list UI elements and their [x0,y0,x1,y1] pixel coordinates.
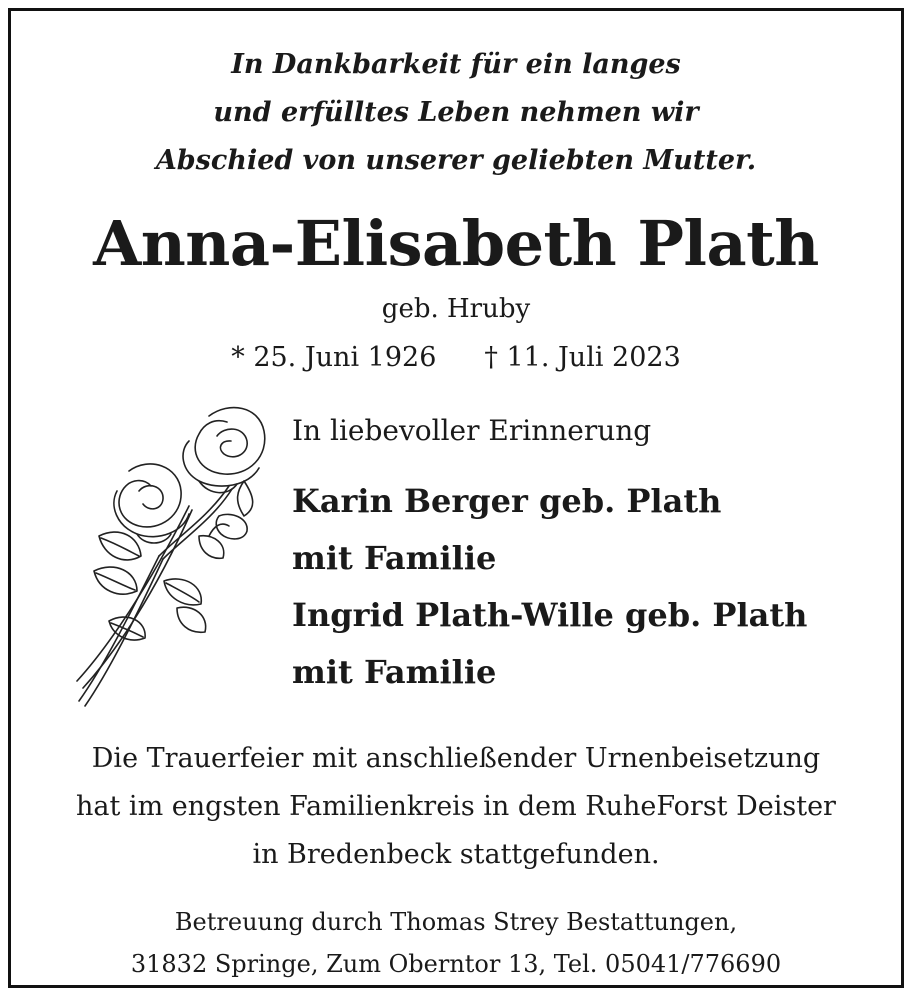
birth-date: * 25. Juni 1926 [231,342,437,373]
family-line: Karin Berger geb. Plath [292,482,722,520]
intro-line: In Dankbarkeit für ein langes [231,49,681,80]
ceremony-line: Die Trauerfeier mit anschließender Urnenbeisetzung [91,743,821,774]
ceremony-line: in Bredenbeck stattgefunden. [252,839,660,870]
undertaker-line: Betreuung durch Thomas Strey Bestattungen, [174,908,738,936]
life-dates [11,338,901,378]
intro-line: und erfülltes Leben nehmen wir [213,97,699,128]
family-signatures [292,473,807,701]
intro-text [11,41,901,185]
ceremony-line: hat im engsten Familienkreis in dem RuheForst Deister [76,791,836,822]
rose-icon [59,396,279,716]
ceremony-text [11,735,901,879]
death-date: † 11. Juli 2023 [484,342,681,373]
memory-line: In liebevoller Erinnerung [292,414,652,447]
family-line: mit Familie [292,539,497,577]
deceased-name: Anna-Elisabeth Plath [93,207,819,280]
intro-line: Abschied von unserer geliebten Mutter. [155,145,757,176]
undertaker-info [11,901,901,985]
undertaker-line: 31832 Springe, Zum Oberntor 13, Tel. 05041/776690 [130,950,782,978]
maiden-name: geb. Hruby [381,294,531,324]
obituary-notice [8,8,904,988]
family-line: Ingrid Plath-Wille geb. Plath [292,596,808,634]
family-line: mit Familie [292,653,497,691]
